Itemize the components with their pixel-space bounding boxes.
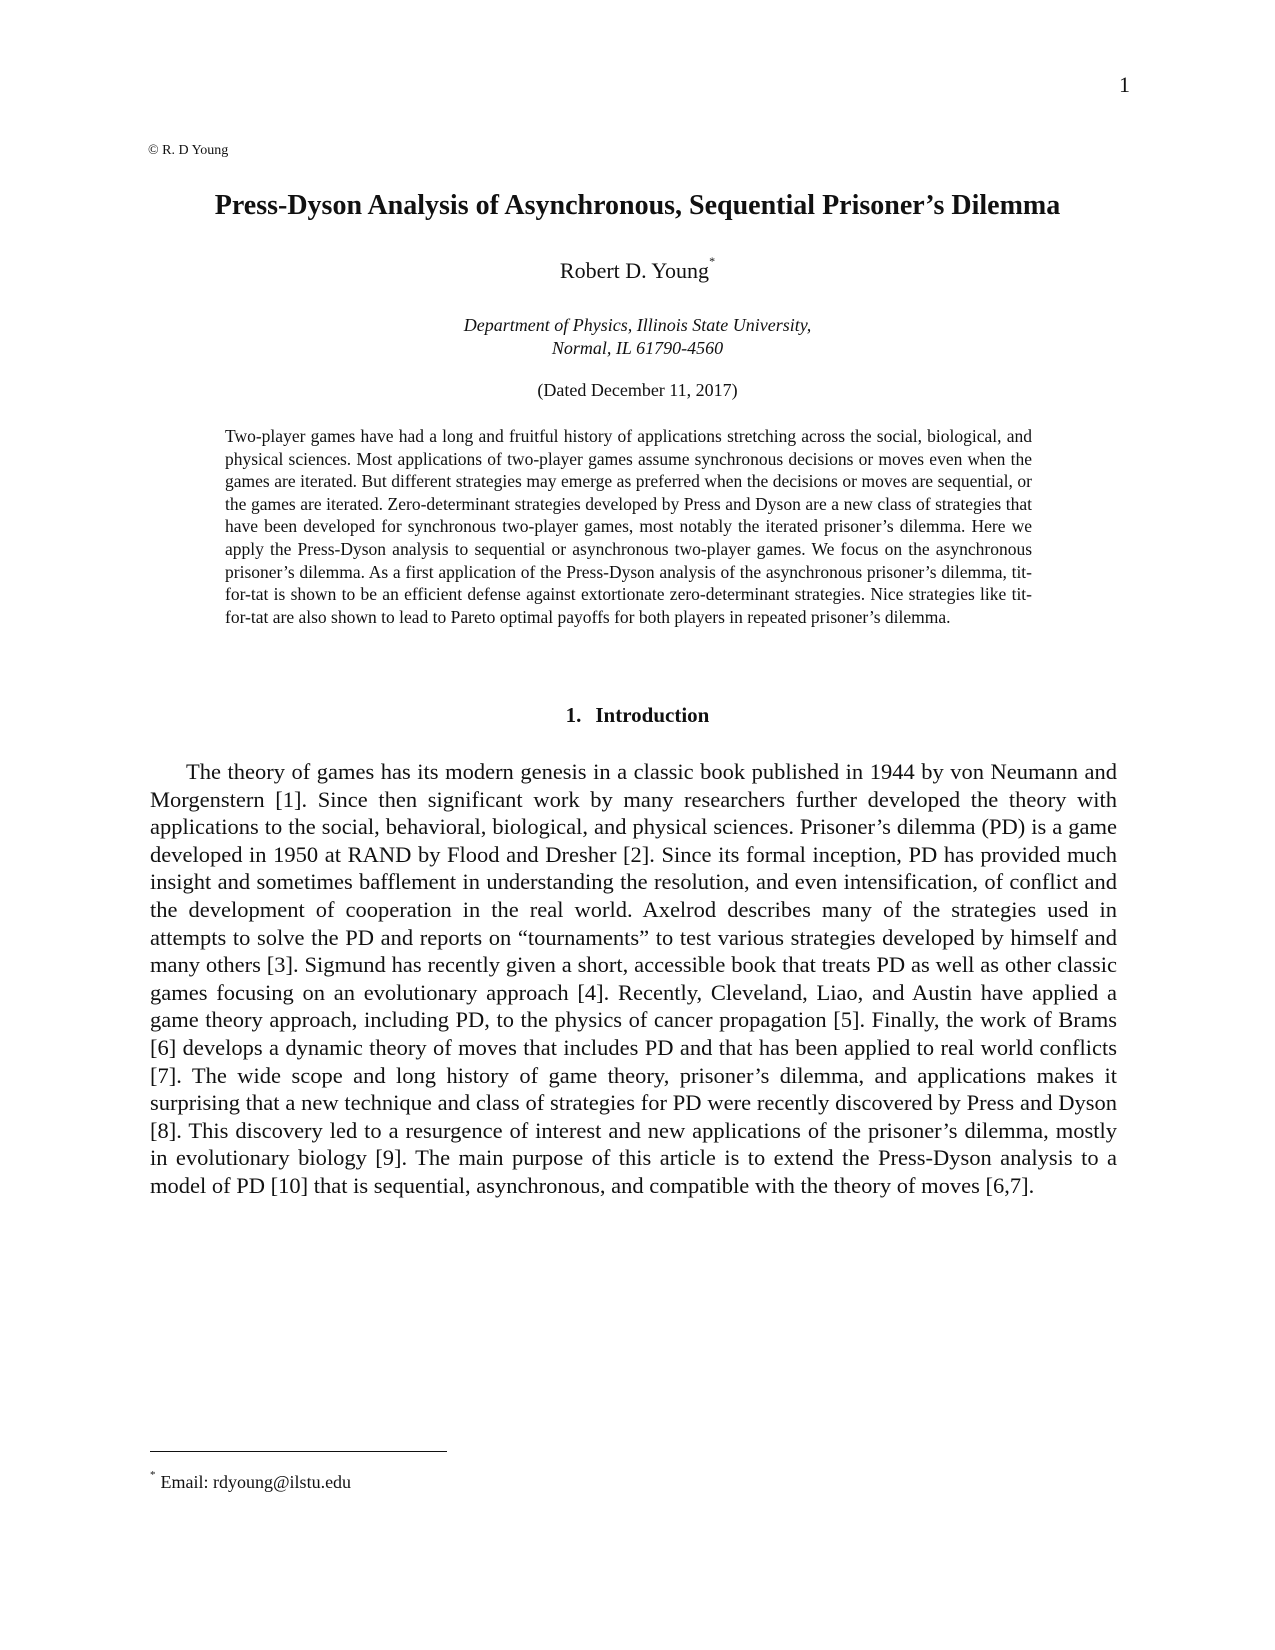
page-number: 1 <box>1119 72 1130 97</box>
affiliation <box>0 314 1275 360</box>
author-footnote-mark: * <box>709 254 716 268</box>
copyright-notice: © R. D Young <box>148 143 229 158</box>
affiliation-department: Department of Physics, Illinois State University, <box>463 315 812 335</box>
author-line <box>0 254 1275 284</box>
date-line: (Dated December 11, 2017) <box>537 380 738 400</box>
affiliation-address: Normal, IL 61790-4560 <box>551 338 724 358</box>
abstract: Two-player games have had a long and fruitful history of applications stretching across the social, biological, and physical sciences. Most applications of two-player games assume synchronous decisions or moves even when the games are iterated. But different strategies may emerge as preferred when the decisions or moves are sequential, or the games are iterated. Zero-determinant strategies developed by Press and Dyson are a new class of strategies that have been developed for synchronous two-player games, most notably the iterated prisoner’s dilemma. Here we apply the Press-Dyson analysis to sequential or asynchronous two-player games. We focus on the asynchronous prisoner’s dilemma. As a first application of the Press-Dyson analysis of the asynchronous prisoner’s dilemma, tit-for-tat is shown to be an efficient defense against extortionate zero-determinant strategies. Nice strategies like tit-for-tat are also shown to lead to Pareto optimal payoffs for both players in repeated prisoner’s dilemma. <box>225 426 1032 627</box>
section-heading <box>0 703 1275 728</box>
author-name: Robert D. Young <box>559 258 710 283</box>
introduction-paragraph: The theory of games has its modern genesis in a classic book published in 1944 by von Neumann and Morgenstern [1]. Since then significant work by many researchers further developed the theory with applications to the social, behavioral, biological, and physical sciences. Prisoner’s dilemma (PD) is a game developed in 1950 at RAND by Flood and Dresher [2]. Since its formal inception, PD has provided much insight and sometimes bafflement in understanding the resolution, and even intensification, of conflict and the development of cooperation in the real world. Axelrod describes many of the strategies used in attempts to solve the PD and reports on “tournaments” to test various strategies developed by himself and many others [3]. Sigmund has recently given a short, accessible book that treats PD as well as other classic games focusing on an evolutionary approach [4]. Recently, Cleveland, Liao, and Austin have applied a game theory approach, including PD, to the physics of cancer propagation [5]. Finally, the work of Brams [6] develops a dynamic theory of moves that includes PD and that has been applied to real world conflicts [7]. The wide scope and long history of game theory, prisoner’s dilemma, and applications makes it surprising that a new technique and class of strategies for PD were recently discovered by Press and Dyson [8]. This discovery led to a resurgence of interest and new applications of the prisoner’s dilemma, mostly in evolutionary biology [9]. The main purpose of this article is to extend the Press-Dyson analysis to a model of PD [10] that is sequential, asynchronous, and compatible with the theory of moves [6,7]. <box>150 759 1117 1198</box>
footnote-mark: * <box>150 1469 156 1481</box>
footnote-divider <box>150 1451 447 1452</box>
footnote <box>150 1469 352 1493</box>
section-title: Introduction <box>595 703 710 727</box>
section-number: 1. <box>565 703 582 727</box>
footnote-email: Email: rdyoung@ilstu.edu <box>160 1472 352 1492</box>
paper-title: Press-Dyson Analysis of Asynchronous, Sequential Prisoner’s Dilemma <box>214 190 1061 221</box>
